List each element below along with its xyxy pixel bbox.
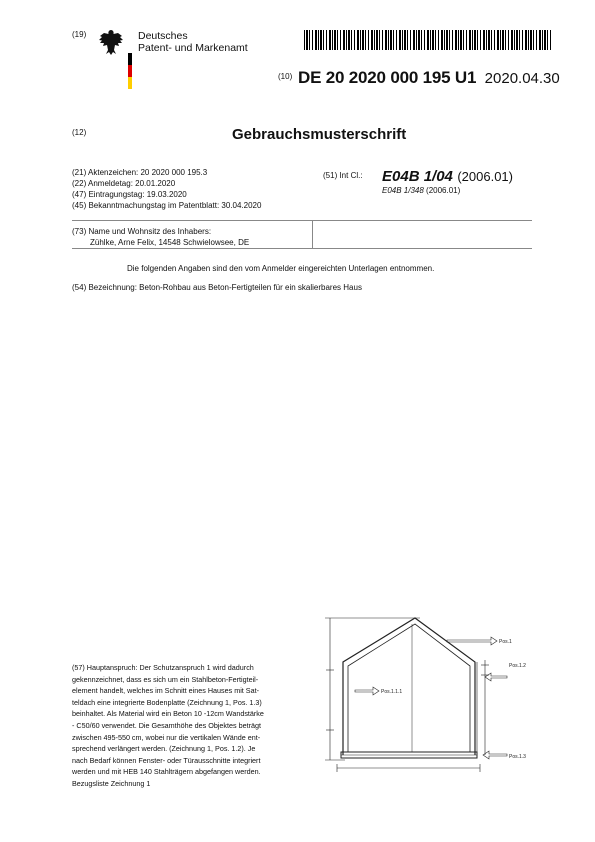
bibliographic-fields [72, 167, 261, 211]
ipc-sub-code: E04B 1/348 [382, 186, 424, 195]
label-pos13: Pos.1.3 [509, 754, 526, 760]
label-pos1: Pos.1 [499, 639, 512, 645]
divider-top [72, 220, 532, 221]
field-45: (45) Bekanntmachungstag im Patentblatt: 30.04.2020 [72, 201, 262, 210]
abstract-line: (57) Hauptanspruch: Der Schutzanspruch 1 wird dadurch [72, 663, 254, 672]
abstract-line: - C50/60 verwendet. Die Gesamthöhe des Objektes beträgt [72, 720, 261, 730]
abstract-line: Bezugsliste Zeichnung 1 [72, 778, 151, 788]
abstract-line: beinhaltet. Als Material wird ein Beton 10 -12cm Wandstärke [72, 709, 264, 719]
field-22: (22) Anmeldetag: 20.01.2020 [72, 179, 176, 188]
office-line-1: Deutsches [138, 30, 188, 42]
abstract-line: werden und mit HEB 140 Stahlträgern abgefangen werden. [72, 767, 261, 777]
federal-eagle-icon [98, 28, 124, 56]
ipc-main-code: E04B 1/04 [382, 168, 453, 185]
document-number: DE 20 2020 000 195 U1 [298, 68, 477, 87]
field-73-value: Zühlke, Arne Felix, 14548 Schwielowsee, DE [90, 238, 250, 247]
abstract-line: zwischen 495-550 cm, wobei nur die vertikalen Wände ent- [72, 732, 261, 742]
german-flag-stripe [128, 53, 132, 89]
patent-office-name [138, 30, 248, 54]
ipc-sub [382, 186, 460, 195]
label-pos12: Pos.1.2 [509, 663, 526, 669]
applicant-note: Die folgenden Angaben sind den vom Anmelder eingereichten Unterlagen entnommen. [127, 264, 435, 273]
divider-vertical [312, 220, 313, 249]
abstract-line: nach Bedarf können Fenster- oder Türausschnitte integriert [72, 755, 261, 765]
house-outer-outline [343, 618, 475, 755]
arrow-pos12 [485, 673, 507, 681]
ipc-sub-version: (2006.01) [426, 186, 461, 195]
inid-10: (10) [278, 72, 293, 81]
field-73-label: (73) Name und Wohnsitz des Inhabers: [72, 227, 212, 236]
divider-bottom [72, 248, 532, 249]
house-section-drawing [315, 610, 555, 780]
abstract-line: sprechend verlängert werden. (Zeichnung 1, Pos. 1.2). Je [72, 744, 256, 754]
arrow-pos1 [447, 637, 497, 645]
owner-block [72, 226, 249, 248]
office-line-2: Patent- und Markenamt [138, 42, 248, 54]
ipc-main [382, 168, 513, 186]
arrow-pos13 [483, 751, 507, 759]
abstract-line: teldach eine integrierte Bodenplatte (Zeichnung 1, Pos. 1.3) [72, 697, 262, 707]
abstract-line: gekennzeichnet, dass es sich um ein Stahlbeton-Fertigteil- [72, 674, 259, 684]
house-inner-outline [348, 624, 470, 752]
field-51-label: (51) Int Cl.: [323, 171, 363, 180]
document-type-title: Gebrauchsmusterschrift [232, 126, 407, 143]
abstract-line: element handelt, welches im Schnitt eines Hauses mit Sat- [72, 686, 259, 696]
abstract [72, 662, 310, 790]
barcode [304, 30, 552, 50]
ipc-main-version: (2006.01) [457, 169, 513, 184]
inid-19: (19) [72, 30, 87, 39]
field-21: (21) Aktenzeichen: 20 2020 000 195.3 [72, 168, 208, 177]
document-number-line [298, 68, 560, 88]
arrow-pos111 [355, 687, 379, 695]
inid-12: (12) [72, 128, 87, 137]
publication-date: 2020.04.30 [484, 70, 560, 87]
label-pos111: Pos.1.1.1 [381, 689, 403, 695]
field-47: (47) Eintragungstag: 19.03.2020 [72, 190, 187, 199]
field-54-title: (54) Bezeichnung: Beton-Rohbau aus Beton-Fertigteilen für ein skalierbares Haus [72, 283, 362, 292]
